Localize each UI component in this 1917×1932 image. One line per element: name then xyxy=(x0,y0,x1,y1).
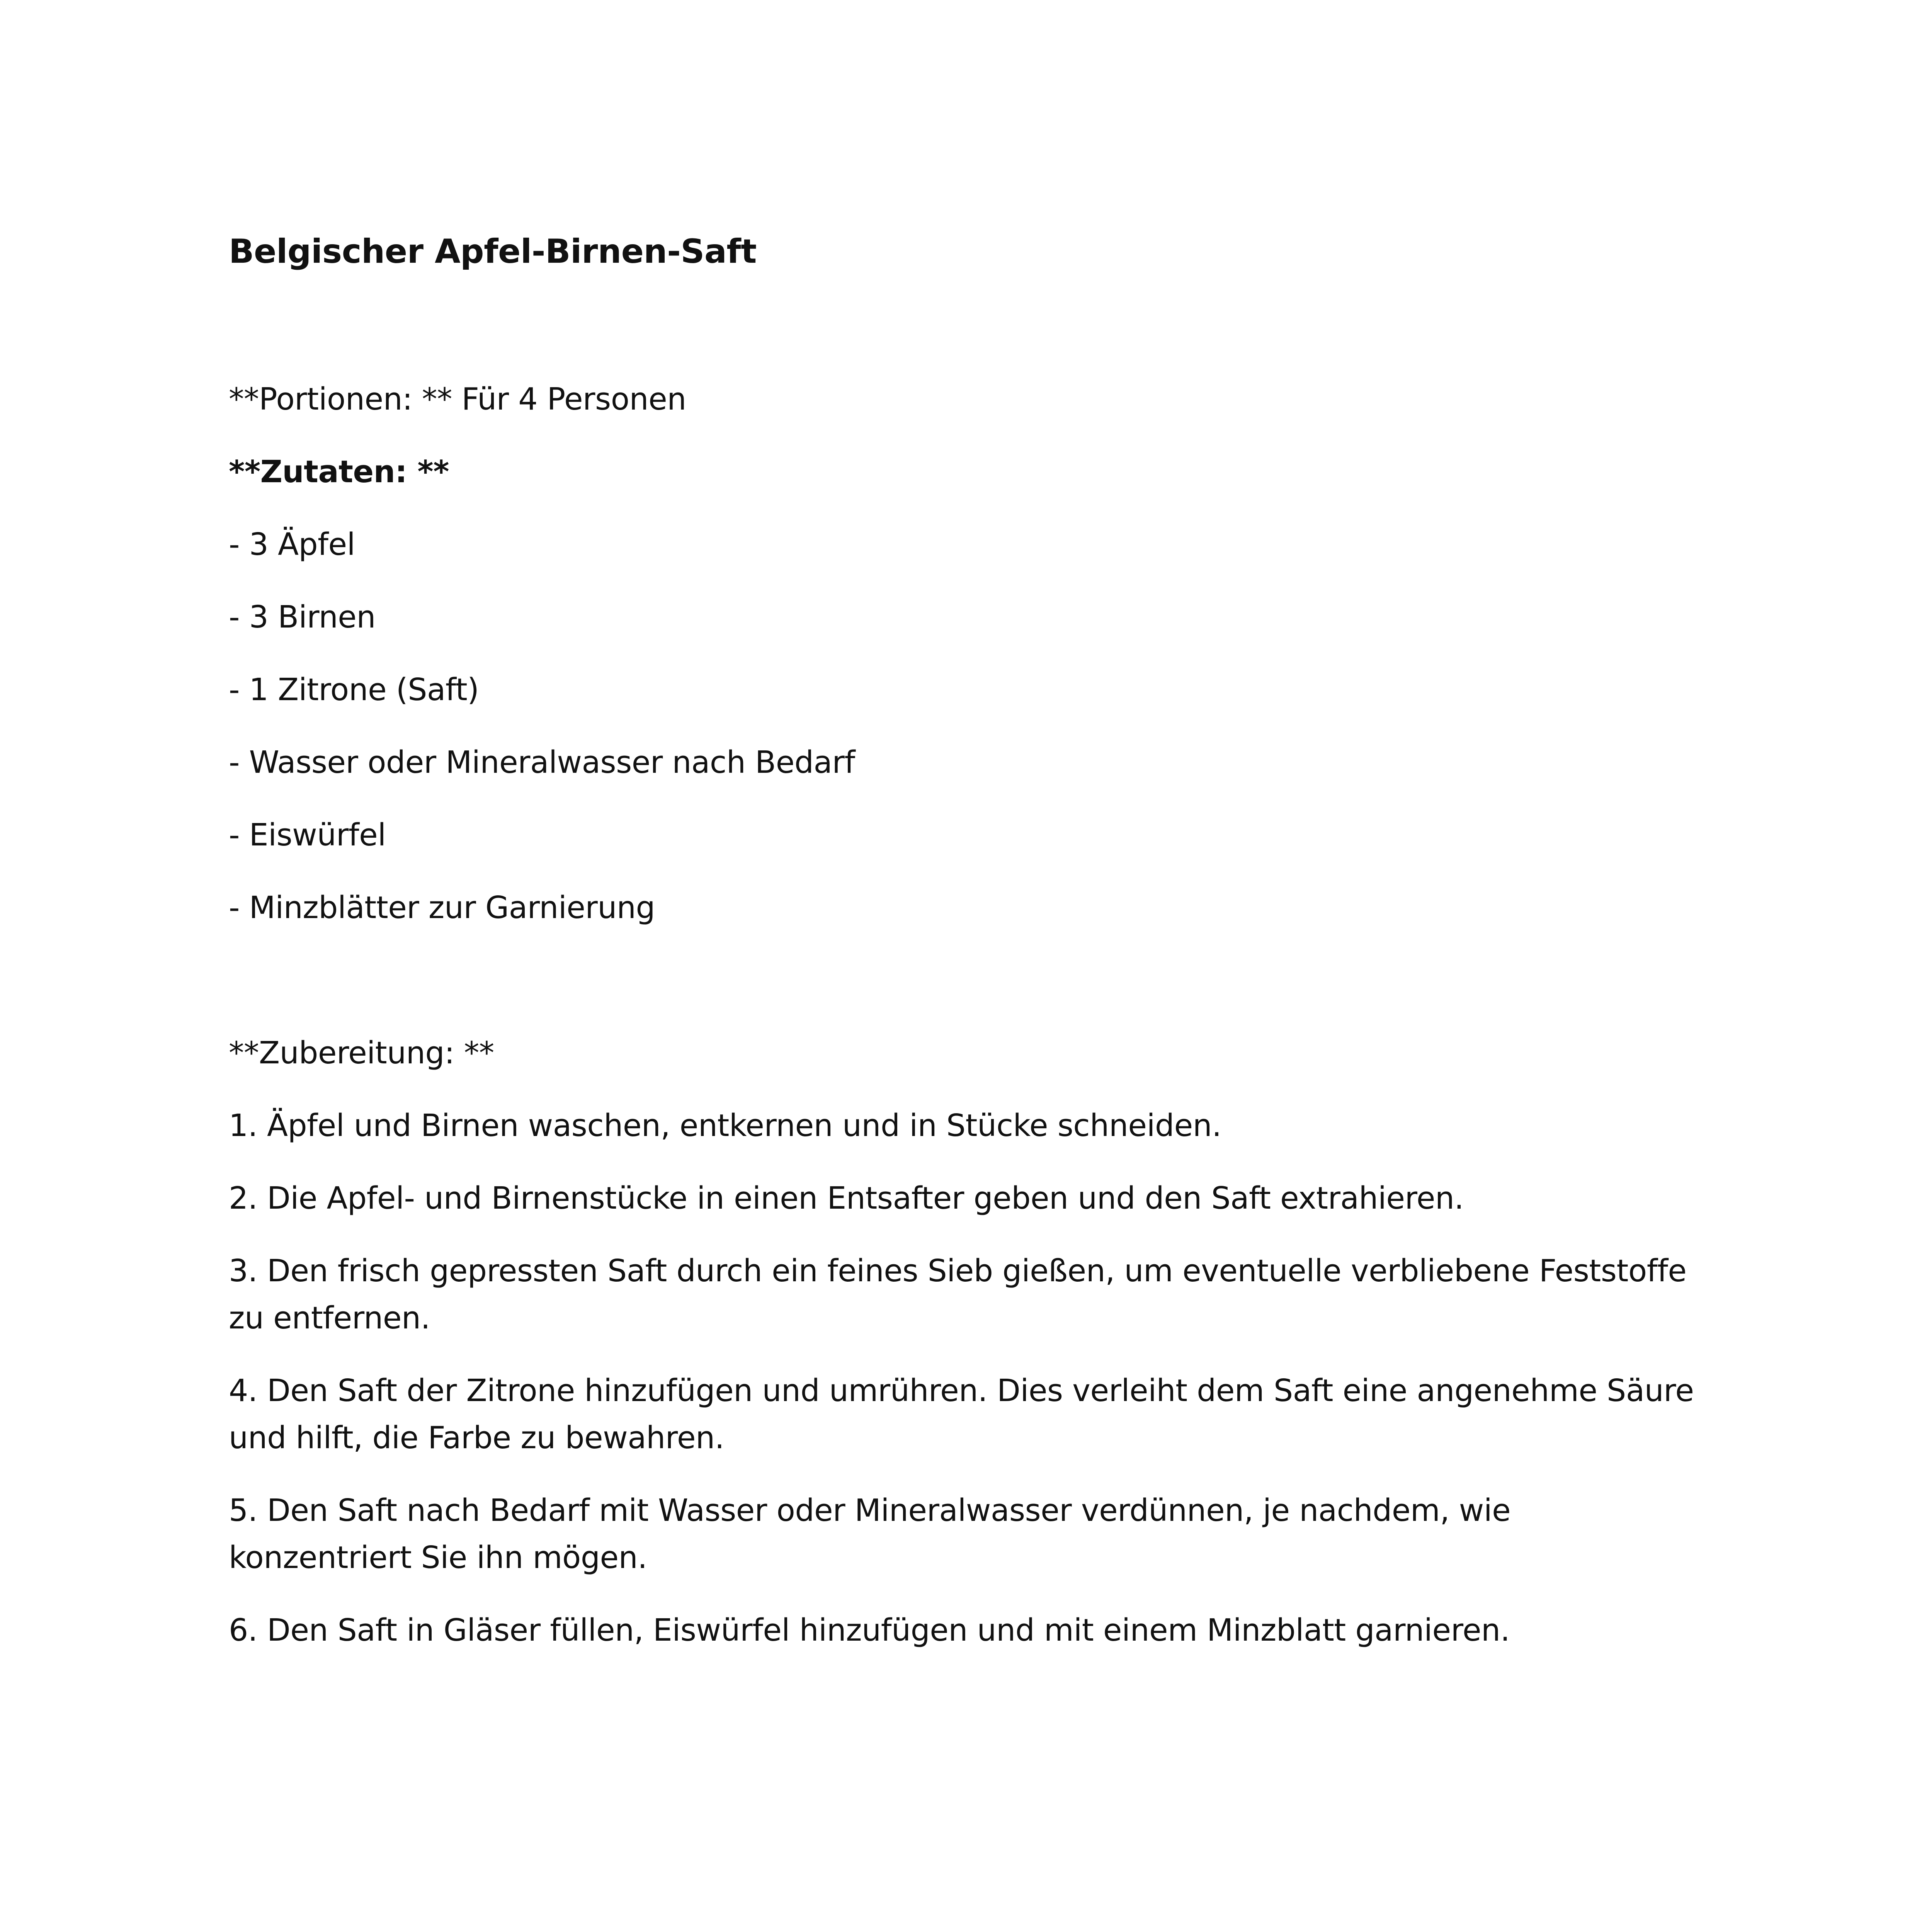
ingredient-item: - 1 Zitrone (Saft) xyxy=(229,672,479,707)
preparation-step: 1. Äpfel und Birnen waschen, entkernen und in Stücke schneiden. xyxy=(229,1108,1221,1143)
preparation-step: 6. Den Saft in Gläser füllen, Eiswürfel hinzufügen und mit einem Minzblatt garnieren. xyxy=(229,1612,1510,1648)
preparation-step: 2. Die Apfel- und Birnenstücke in einen Entsafter geben und den Saft extrahieren. xyxy=(229,1180,1464,1216)
preparation-step: 5. Den Saft nach Bedarf mit Wasser oder Mineralwasser verdünnen, je nachdem, wie xyxy=(229,1493,1511,1528)
preparation-step: 4. Den Saft der Zitrone hinzufügen und umrühren. Dies verleiht dem Saft eine angenehme Säure xyxy=(229,1373,1694,1408)
preparation-step-continuation: zu entfernen. xyxy=(229,1300,430,1336)
ingredients-heading: **Zutaten: ** xyxy=(229,454,449,490)
preparation-step-continuation: und hilft, die Farbe zu bewahren. xyxy=(229,1420,725,1456)
recipe-title: Belgischer Apfel-Birnen-Saft xyxy=(229,232,757,271)
ingredient-item: - Wasser oder Mineralwasser nach Bedarf xyxy=(229,745,855,780)
preparation-step-continuation: konzentriert Sie ihn mögen. xyxy=(229,1540,647,1575)
preparation-step: 3. Den frisch gepressten Saft durch ein feines Sieb gießen, um eventuelle verbliebene Feststoffe xyxy=(229,1253,1687,1289)
ingredient-item: - Eiswürfel xyxy=(229,817,386,853)
portions-line: **Portionen: ** Für 4 Personen xyxy=(229,381,686,417)
ingredient-item: - Minzblätter zur Garnierung xyxy=(229,890,655,925)
ingredient-item: - 3 Äpfel xyxy=(229,527,356,562)
preparation-heading: **Zubereitung: ** xyxy=(229,1035,494,1071)
ingredient-item: - 3 Birnen xyxy=(229,599,376,635)
